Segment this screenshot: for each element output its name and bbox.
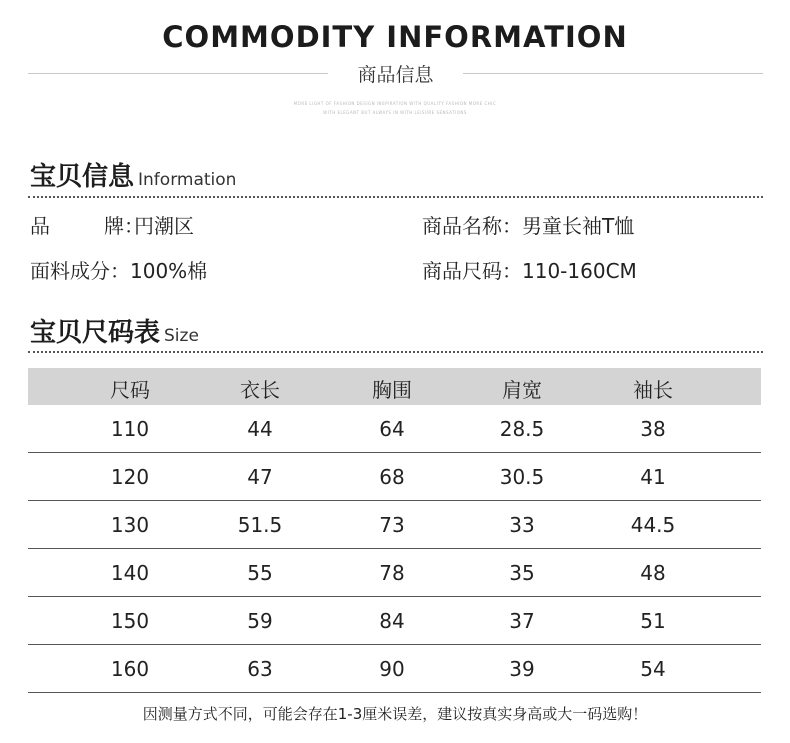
table-cell: 63 [247, 657, 273, 681]
table-cell: 90 [379, 657, 405, 681]
info-section-heading [30, 156, 236, 192]
table-cell: 41 [640, 465, 666, 489]
header-cell-sleeve: 袖长 [633, 378, 673, 402]
header-cell-chest: 胸围 [372, 378, 412, 402]
size-section-heading [30, 312, 199, 348]
table-cell: 140 [110, 561, 150, 585]
table-row [28, 453, 761, 501]
size-table-header [28, 368, 761, 405]
table-cell: 110 [110, 417, 150, 441]
size-section-title-cn: 宝贝尺码表 [30, 318, 161, 348]
fabric-label: 面料成分： [30, 259, 130, 283]
table-cell: 84 [379, 609, 405, 633]
table-cell: 39 [509, 657, 535, 681]
table-cell: 38 [640, 417, 666, 441]
header-cell-size: 尺码 [110, 378, 150, 402]
brand-label [30, 210, 144, 239]
table-cell: 54 [640, 657, 666, 681]
fabric-value: 100%棉 [130, 259, 208, 283]
table-cell: 64 [379, 417, 405, 441]
info-section-title-en: Information [138, 170, 237, 190]
size-range-label: 商品尺码： [422, 259, 522, 283]
table-cell: 130 [110, 513, 150, 537]
product-name-value: 男童长袖T恤 [522, 214, 635, 238]
table-cell: 30.5 [499, 465, 545, 489]
size-range-value: 110-160CM [522, 259, 637, 283]
table-row [28, 597, 761, 645]
table-cell: 78 [379, 561, 405, 585]
header-cell-shoulder: 肩宽 [502, 378, 542, 402]
table-cell: 48 [640, 561, 666, 585]
size-section-title-en: Size [164, 326, 199, 346]
size-table [28, 368, 761, 693]
table-cell: 51 [640, 609, 666, 633]
table-cell: 55 [247, 561, 273, 585]
table-cell: 150 [110, 609, 150, 633]
decorative-small-text-1: MORE LIGHT OF FASHION DESIGN INSPIRATION WITH QUALITY FASHION MORE CHIC [293, 101, 497, 106]
table-row [28, 405, 761, 453]
table-cell: 44 [247, 417, 273, 441]
subtitle-row [28, 60, 763, 86]
size-range-info [422, 255, 637, 284]
table-cell: 44.5 [630, 513, 676, 537]
fabric-info [30, 255, 207, 284]
dotted-divider [28, 351, 763, 353]
page-title: COMMODITY INFORMATION [162, 20, 628, 54]
table-row [28, 501, 761, 549]
table-cell: 120 [110, 465, 150, 489]
subtitle-divider-right [463, 73, 763, 74]
table-cell: 51.5 [237, 513, 283, 537]
product-name-label: 商品名称： [422, 214, 522, 238]
measurement-note: 因测量方式不同，可能会存在1-3厘米误差，建议按真实身高或大一码选购！ [142, 705, 648, 723]
table-cell: 68 [379, 465, 405, 489]
decorative-small-text-2: WITH ELEGANT BUT ALWAYS IN WITH LEISURE SENSATIONS [323, 110, 467, 115]
info-section-title-cn: 宝贝信息 [30, 162, 135, 192]
table-cell: 73 [379, 513, 405, 537]
header-cell-length: 衣长 [240, 378, 280, 402]
brand-label-char: 品 [30, 214, 50, 238]
table-cell: 47 [247, 465, 273, 489]
product-name-info [422, 210, 634, 239]
brand-value: 円潮区 [134, 214, 194, 238]
table-cell: 160 [110, 657, 150, 681]
table-cell: 59 [247, 609, 273, 633]
table-cell: 35 [509, 561, 535, 585]
table-cell: 37 [509, 609, 535, 633]
brand-label-rest: 牌： [104, 214, 144, 238]
table-cell: 33 [509, 513, 535, 537]
table-row [28, 645, 761, 693]
table-cell: 28.5 [499, 417, 545, 441]
dotted-divider [28, 196, 763, 198]
brand-info [30, 210, 194, 239]
table-row [28, 549, 761, 597]
page-subtitle: 商品信息 [357, 64, 434, 86]
